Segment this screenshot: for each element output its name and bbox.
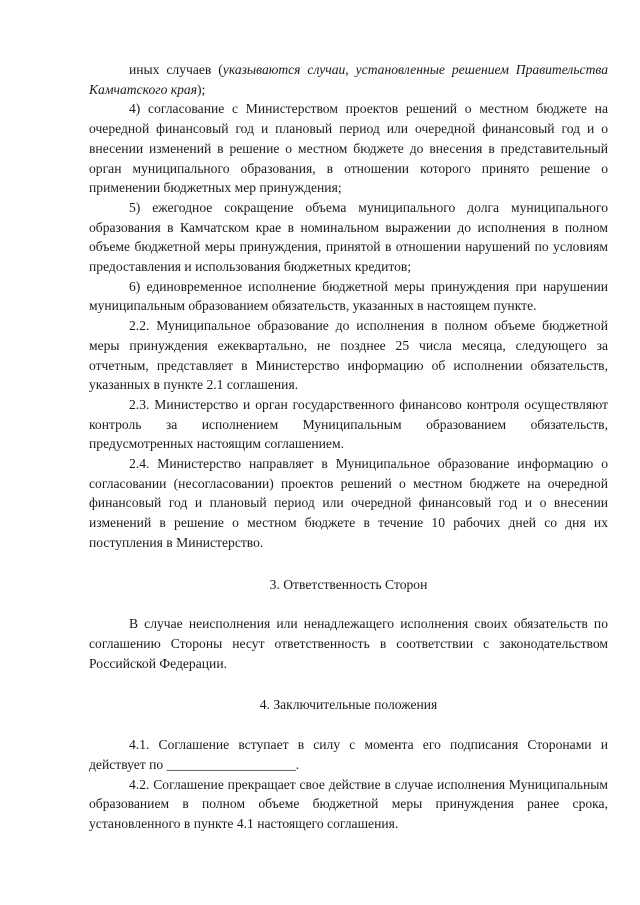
paragraph-item-5: 5) ежегодное сокращение объема муниципального долга муниципального образования в Камчатском крае в номинальном выражении до исполнения в полном объеме бюджетной меры принуждения, принятой в отношении нарушений по условиям предоставления и использования бюджетных кредитов;	[89, 199, 608, 275]
paragraph-3: В случае неисполнения или ненадлежащего исполнения своих обязательств по соглашению Стороны несут ответственность в соответствии с законодательством Российской Федерации.	[89, 616, 608, 671]
section-heading-4: 4. Заключительные положения	[259, 697, 438, 713]
paragraph-2-2: 2.2. Муниципальное образование до исполнения в полном объеме бюджетной меры принуждения ежеквартально, не позднее 25 числа месяца, следующего за отчетным, представляет в Министерство информацию об исполнении обязательств, указанных в пункте 2.1 соглашения.	[89, 318, 608, 393]
section-heading-3: 3. Ответственность Сторон	[269, 576, 428, 592]
continuation-italic: указываются случаи, установленные решением Правительства Камчатского края	[89, 62, 608, 97]
paragraph-4-2: 4.2. Соглашение прекращает свое действие в случае исполнения Муниципальным образованием в полном объеме бюджетной меры принуждения ранее срока, установленного в пункте 4.1 настоящего соглашения.	[89, 776, 608, 831]
paragraph-continuation	[89, 60, 608, 99]
paragraph-2-4: 2.4. Министерство направляет в Муниципальное образование информацию о согласовании (несогласовании) проектов решений о местном бюджете на очередной финансовый год и плановый период или очередной финансовый год и о внесении изменений в решение о местном бюджете в течение 10 рабочих дней со дня их поступления в Министерство.	[89, 456, 608, 550]
paragraph-item-4: 4) согласование с Министерством проектов решений о местном бюджете на очередной финансовый год и плановый период или очередной финансовый год и о внесении изменений в решение о местном бюджете до внесения в представительный орган муниципального образования, в отношении которого принято решение о применении бюджетных мер принуждения;	[89, 101, 608, 196]
continuation-text: иных случаев (	[129, 62, 223, 77]
paragraph-item-6: 6) единовременное исполнение бюджетной меры принуждения при нарушении муниципальным образованием обязательств, указанных в настоящем пункте.	[89, 278, 608, 314]
paragraph-4-1: 4.1. Соглашение вступает в силу с момента его подписания Сторонами и действует по ___________________.	[89, 737, 608, 772]
paragraph-2-3: 2.3. Министерство и орган государственного финансово контроля осуществляют контроль за исполнением Муниципальным образованием обязательств, предусмотренных настоящим соглашением.	[89, 396, 608, 452]
document-page	[89, 60, 608, 834]
continuation-end: );	[197, 81, 206, 97]
